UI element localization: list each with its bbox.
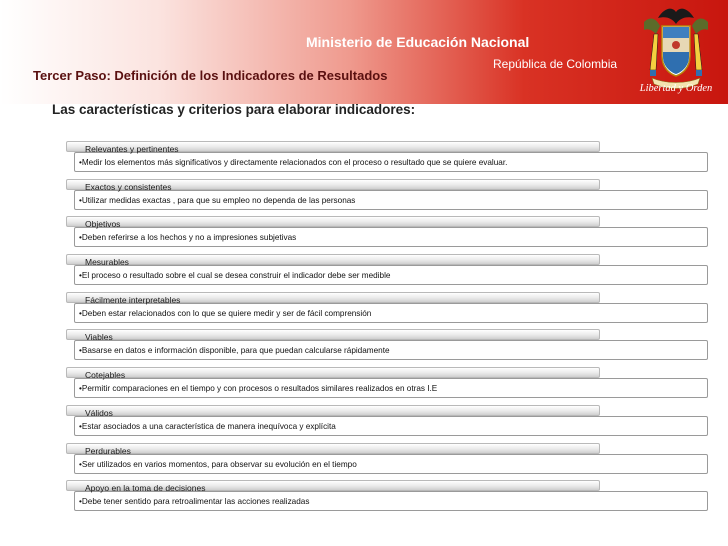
criterion-label: Perdurables (85, 445, 131, 456)
criterion-description-box (74, 303, 708, 323)
criterion-label: Mesurables (85, 257, 129, 268)
criterion-item (58, 176, 710, 214)
criterion-label: Apoyo en la toma de decisiones (85, 483, 206, 494)
criterion-label: Objetivos (85, 219, 121, 230)
criterion-label: Relevantes y pertinentes (85, 144, 179, 154)
republic-name: República de Colombia (493, 57, 618, 71)
criterion-description: •El proceso o resultado sobre el cual se desea construir el indicador debe ser medible (79, 271, 391, 281)
criterion-description-box (74, 265, 708, 285)
criterion-label: Viables (85, 332, 113, 343)
criterion-label: Exactos y consistentes (85, 181, 172, 192)
criterion-description: •Deben estar relacionados con lo que se quiere medir y ser de fácil comprensión (79, 308, 372, 318)
motto: Libertad y Orden (639, 83, 713, 94)
subtitle: Las características y criterios para elaborar indicadores: (52, 102, 416, 117)
step-title: Tercer Paso: Definición de los Indicadores de Resultados (33, 68, 388, 83)
header-banner (0, 0, 728, 104)
criteria-list (58, 138, 710, 515)
criterion-description: •Deben referirse a los hechos y no a impresiones subjetivas (79, 233, 297, 243)
criterion-header-bar (66, 329, 600, 343)
criterion-description: •Debe tener sentido para retroalimentar las acciones realizadas (79, 497, 310, 507)
criterion-description: •Utilizar medidas exactas , para que su empleo no dependa de las personas (79, 195, 356, 205)
criterion-item (58, 364, 710, 402)
criterion-description-box (74, 152, 708, 172)
criterion-header-bar (66, 443, 600, 454)
criterion-label: Cotejables (85, 370, 126, 381)
criterion-description-box (74, 190, 708, 210)
criterion-header-bar (66, 141, 600, 152)
criterion-description-box (74, 378, 708, 398)
criterion-description: •Basarse en datos e información disponible, para que puedan calcularse rápidamente (79, 346, 390, 356)
criterion-header-bar (66, 405, 600, 416)
criterion-header-bar (66, 292, 600, 303)
criterion-header-bar (66, 179, 600, 190)
criterion-description-box (74, 416, 708, 436)
criterion-header-bar (66, 480, 600, 494)
criterion-description-box (74, 454, 708, 474)
criterion-description-box (74, 227, 708, 247)
criterion-label: Válidos (85, 407, 113, 418)
criterion-item (58, 251, 710, 289)
criterion-item (58, 402, 710, 440)
criterion-header-bar (66, 216, 600, 230)
criterion-item (58, 440, 710, 478)
criterion-item (58, 326, 710, 364)
criterion-item (58, 138, 710, 176)
criterion-item (58, 477, 710, 515)
ministry-name: Ministerio de Educación Nacional (306, 34, 530, 50)
criterion-description: •Estar asociados a una característica de manera inequívoca y explícita (79, 421, 336, 431)
criterion-item (58, 213, 710, 251)
criterion-description: •Ser utilizados en varios momentos, para observar su evolución en el tiempo (79, 459, 357, 469)
criterion-label: Fácilmente interpretables (85, 294, 181, 305)
criterion-description-box (74, 340, 708, 360)
criterion-description: •Permitir comparaciones en el tiempo y con procesos o resultados similares realizados en otras I.E (79, 384, 438, 394)
criterion-header-bar (66, 254, 600, 268)
criterion-item (58, 289, 710, 327)
criterion-description-box (74, 491, 708, 511)
criterion-header-bar (66, 367, 600, 381)
criterion-description: •Medir los elementos más significativos y directamente relacionados con el proceso o resultado que se quiere evaluar. (79, 158, 508, 167)
